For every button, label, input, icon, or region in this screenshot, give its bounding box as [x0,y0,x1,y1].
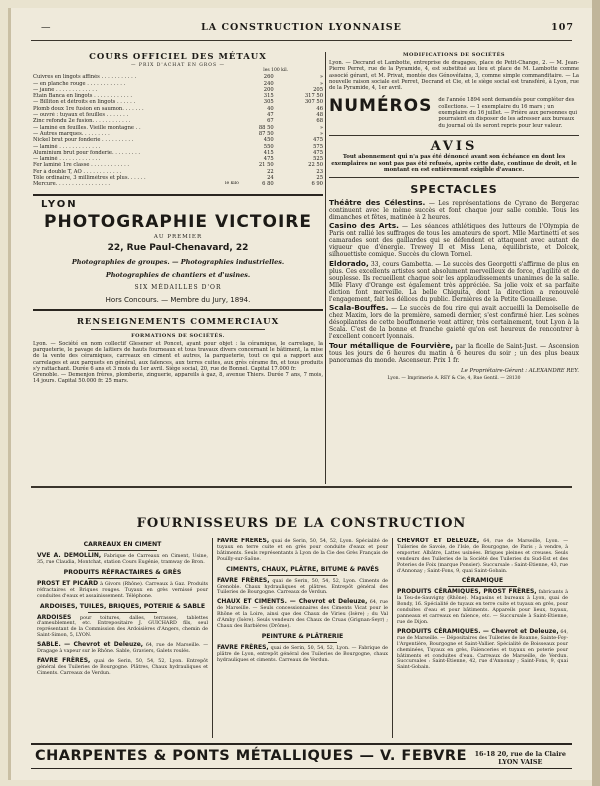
metals-cell-v2: » [319,124,323,131]
metals-cell-v2: 307 50 [304,99,323,106]
category-rule [268,642,336,643]
fournisseurs-title: FOURNISSEURS DE LA CONSTRUCTION [136,516,467,531]
metals-spacer [274,181,289,187]
metals-cell-v1: 200 [263,86,274,93]
fournisseurs-category: CARREAUX EN CIMENT [83,541,162,548]
metals-cell-v1: 87 50 [258,130,274,137]
fournisseur-description: à Givors (Rhône). Carreaux à Gaz. Produits réfractaires et Briques rouges. Tuyaux en grès vernissé pour conduites d'eaux et assainissement. Téléphone. [37,581,208,599]
fournisseurs-col-1 [33,538,213,738]
fournisseur-name: PROST ET PICARD [37,579,99,587]
fournisseur-entry [217,645,388,664]
metals-cell-v2: 48 [316,112,323,119]
formations-subtitle: FORMATIONS DE SOCIÉTÉS. [131,332,225,339]
fournisseurs-category: CIMENTS, CHAUX, PLÂTRE, BITUME & PAVÉS [226,565,379,573]
metals-cell-v1: 47 [267,112,274,119]
fournisseurs-category: PEINTURE & PLÂTRERIE [261,632,344,640]
imprimerie-line: Lyon. — Imprimerie A. REY & Cie, 4, Rue Gentil. — 28130 [387,375,521,381]
fournisseur-entry [397,538,568,574]
section-rule [31,486,572,488]
right-column [329,52,579,482]
metals-cell-v1: 260 [263,74,274,81]
spectacles-list [329,199,579,364]
ad-hors-concours: Hors Concours. — Membre du Jury, 1894. [105,295,251,304]
ad-services-2: Photographies de chantiers et d'usines. [105,270,251,279]
fournisseur-name: SABLE. — Chevrot et Deleuze, [37,641,144,649]
metals-cell-v2: » [319,74,323,81]
metals-cell-v2: 525 [313,156,323,163]
fournisseur-description: 64, rue de Marseille. — Dépositaires des Tuileries de Roanne, Sainte-Foy-l'Argentière, Bourgogne et Saint-Vallier. Spécialité de Boisseaux pour cheminées, Tuyaux en grès, Faïenceries et tuyaux en poterie pour bâtiments et conduites d'eau. Carreaux de Marseille, de Verdun. Succursales : Saint-Etienne, 42, rue d'Annonay ; Saint-Fons, 9, quai Saint-Gobain. [397,629,568,671]
avis-notice [329,135,579,178]
fournisseur-description: pour toitures, dalles, terrasses, tablettes d'ameublement, etc. Entrepositaire J. GUICHARD fils, seul représentant de la Commission des Ardoisières d'Angers, chemin de Saint-Simon, 5, LYON. [37,615,208,639]
fournisseur-entry [397,589,568,625]
febvre-ad [31,743,572,769]
fournisseur-name: FAVRE FRÈRES, [217,576,270,584]
spectacles-title: SPECTACLES [410,182,498,196]
fournisseur-entry [397,629,568,671]
avis-title: AVIS [430,138,478,154]
ad-business-name: PHOTOGRAPHIE VICTOIRE [44,211,312,232]
fournisseur-entry [37,581,208,600]
fournisseur-entry [37,553,208,566]
fournisseur-name: FAVRE FRÈRES, [217,643,269,651]
spectacle-text: — Le succès de fou rire qui avait accueilli la Demoiselle de chez Maxim, lors de la première, samedi dernier, s'est confirmé hier. Les scènes désopilantes de cette bouffonnerie vont attirer, très certainement, tout Lyon à la Scala. C'est de la bonne et franche gaieté qu'on est heureux de rencontrer à l'excellent concert lyonnais. [329,305,579,341]
spectacle-name: Tour métallique de Fourvière, [329,340,454,350]
spectacle-text: — Les séances athlétiques des lutteurs de l'Olympia de Paris ont rallié les suffrages de tous les amateurs de sport. Mlle Martinetti et ses camarades sont des gaillardes qui se défendent et attaquent avec autant de vigueur que d'énergie. Trewey II et Miss Lena, équilibriste, et Dolcek, silhouettiste comique. Succès du clown Tornel. [329,223,579,259]
fournisseur-description: 64, rue de Marseille. — Dragage à vapeur sur le Rhône. Sable, Graviers, Galets roulés. [37,643,208,655]
metals-subtitle: — PRIX D'ACHAT EN GROS — [131,63,225,68]
metals-cell-v1: 450 [263,137,274,144]
spectacle-name: Scala-Bouffes. [329,303,389,313]
spectacle-item [329,199,579,221]
metals-cell-v1: 550 [263,143,274,150]
metals-cell-unit: le kilo [225,181,239,187]
metals-cell-v2: 475 [313,137,323,144]
spectacle-text: par la ficelle de Saint-Just. — Ascension tous les jours de 6 heures du matin à 6 heures du soir ; un des plus beaux panoramas du monde. Ascenseur. Prix 1 fr. [329,342,579,364]
fournisseur-name: PRODUITS CÉRAMIQUES. — Chevrot et Deleuze, [397,627,559,635]
febvre-address-line-1: 16-18 20, rue de la Claire [474,750,566,758]
fournisseur-description: quai de Serin, 50, 54, 52, Lyon. Spécialité de tuyaux en terre cuite et en grès pour conduite d'eaux et pour bâtiments. Seuls représentants à Lyon de la Cie des Grès Français de Pouilly-sur-Saône. [217,539,389,562]
metals-cell-v2: 23 [316,168,323,175]
category-rule [88,550,156,551]
spectacle-name: Eldorado, [329,258,369,268]
fournisseur-entry [37,658,208,677]
fournisseur-description: 64, rue de Marseille. — Seuls concessionnaires des Ciments Vicat pour le Rhône et la Loire, ainsi que des Chaux de Virieu (Isère) ; du Val d'Amby (Isère). Seuls vendeurs des Chaux de Cruas (Grignan-Seyr) ; Chaux des Barbières (Drôme). [217,600,389,629]
column-divider [325,52,326,484]
proprietaire-gerant: Le Propriétaire-Gérant : ALEXANDRE REY. [461,367,579,374]
fournisseurs-category: PRODUITS RÉFRACTAIRES & GRÈS [63,568,182,576]
metals-cell-name: Cuivres en lingots affinés . . . . . . . . . . . [33,74,137,81]
spectacle-text: — Les représentations de Cyrano de Bergerac continuent avec le même succès et font chaque jour salle comble. Tous les dimanches et fêtes, matinée à 2 heures. [329,199,579,221]
metals-cell-name: Étain Banca en lingots . . . . . . . . . . . . [33,93,132,100]
fournisseur-name: CHAUX ET CIMENTS. — Chevrot et Deleuze, [217,598,368,606]
metals-table-body [33,74,323,187]
metals-cell-v1: 88 50 [258,124,274,131]
numeros-notice [329,97,579,128]
category-rule [268,575,336,576]
febvre-ad-title: CHARPENTES & PONTS MÉTALLIQUES — V. FEBVRE [35,748,467,764]
renseignements-rule [91,329,265,330]
metals-cell-v1: 305 [263,99,274,106]
fournisseur-entry [37,615,208,640]
fournisseur-entry [217,599,388,630]
metals-cell-name: — jaune . . . . . . . . . . . . . [33,86,98,93]
ad-address: 22, Rue Paul-Chenavard, 22 [107,242,249,253]
header-left-mark: — [41,22,52,33]
metals-cell-v1: 21 50 [258,162,274,169]
metals-cell-v2: 205 [313,86,323,93]
metals-cell-v1: 40 [267,105,274,112]
metals-cell-v1: 67 [267,118,274,125]
metals-cell-name: Tôle ordinaire, 3 millimètres et plus. . . . . . [33,175,146,182]
fournisseur-description: Fabrique de Carreaux en Ciment, Usine, 35, rue Claudia, Montchat, station Cours Eugénie, tramway de Bron. [37,554,208,565]
metals-cell-name: — laminé . . . . . . . . . . . . . [33,156,101,163]
febvre-address-line-2: LYON VAISE [498,758,543,766]
fournisseurs-columns [33,538,572,738]
modifications-text: Lyon. — Decrand et Lambotte, entreprise de dragages, place de Petit-Change, 2. — M. Jean-Pierre Perret, rue de la Pyramide, 4, est substitué au lieu et place de M. Lambotte comme associé gérant, et M. Privat, montée des Génovéfains, 3, comme simple commanditaire. — La nouvelle raison sociale est Perret, Decrand et Cie, et le siège social est transféré, à Lyon, rue de la Pyramide, 4, 1er avril. [329,60,579,92]
metals-cell-name: Fer laminé 1re classe . . . . . . . . . . . . [33,162,130,169]
renseignements-title: RENSEIGNEMENTS COMMERCIAUX [76,316,280,327]
fournisseur-name: CHEVROT ET DELEUZE, [397,538,480,544]
newspaper-page [8,8,592,780]
fournisseur-entry [217,538,388,563]
spectacle-item [329,260,579,304]
ad-floor: AU PREMIER [153,233,203,240]
fournisseurs-category: CÉRAMIQUE [461,577,504,585]
metals-cell-v1: 24 [267,175,274,182]
fournisseur-name: FAVRE FRÈRES, [37,656,91,664]
metals-cell-name: Plomb doux 1re fusion en saumon. . . . . . . [33,105,144,112]
metals-cell-v2: 68 [316,118,323,125]
ad-city: LYON [41,198,78,210]
metals-table [33,68,323,188]
fournisseurs-col-2 [213,538,393,738]
metals-cell-name: Aluminium brut pour fonderie. . . . . . . . . [33,149,141,156]
metals-cell-name: — Autres marques. . . . . . . . . [33,130,110,137]
photographie-victoire-ad [33,194,323,311]
metals-cell-name: Mercure. . . . . . . . . . . . . . . . . [33,181,111,188]
metals-cell-v1: 415 [263,149,274,156]
metals-cell-name: — ouvré : tuyaux et feuilles . . . . . . . [33,112,129,119]
febvre-ad-address [475,750,566,766]
fournisseur-entry [37,642,208,655]
spectacle-item [329,342,579,364]
spectacle-item [329,304,579,340]
metals-cell-name: Fer à double T, AO . . . . . . . . . . . . [33,168,122,175]
metals-col-header: les 100 kil. [263,68,289,73]
left-column [33,52,323,482]
fournisseur-description: fabricants à la Teu-de-Sauvigny (Rhône). Magasins et bureaux à Lyon, quai de Bondy, 16. Spécialité de tuyaux en terre cuite et tuyaux en grès, pour conduites d'eau et pour bâtiments. Appareils pour lieux, tuyaux, panneaux et carreaux en faïence, etc. — Succursale à Saint-Etienne, rue de Dijon. [397,590,568,625]
fournisseur-description: quai de Serin, 50, 54, 52, Lyon. — Fabrique de plâtre de Lyon, entrepôt général des Tuileries de Bourgogne, chaux hydrauliques et ciments. Carreaux de Verdun. [217,645,388,663]
fournisseur-description: 64, rue de Marseille, Lyon. — Tuileries de Savoie, de l'Isle, de Bourgogne, de Paris ; à vendre, à emporter. Albâtre, Lattes usinées. Briques pleines et creuses. Seuls vendeurs des Tuileries de la Société des Tuileries du Sud-Est et des Poteries de Foix (marque Ponsier). Succursale : Saint-Etienne, 43, rue d'Annonay ; Saint-Fons, 9, quai Saint-Gobain. [397,539,568,574]
metals-cell-name: — laminé . . . . . . . . . . . . . [33,143,101,150]
ad-medals: SIX MÉDAILLES D'OR [134,283,222,291]
ad-services-1: Photographies de groupes. — Photographies industrielles. [71,257,285,266]
metals-cell-v2: 317 50 [304,93,323,100]
numeros-heading: NUMÉROS [329,96,433,117]
page-number: 107 [551,22,574,33]
metals-cell-name: — Billiton et détroits en lingots . . . . . . [33,99,136,106]
fournisseurs-col-3 [393,538,572,738]
metals-cell-v2: » [319,80,323,87]
metals-cell-name: Nickel brut pour fonderie . . . . . . . . . . [33,137,134,144]
metals-cell-v2: 46 [316,105,323,112]
metals-cell-v1: 22 [267,168,274,175]
category-rule [88,612,156,613]
metals-cell-v1: 6 80 [262,181,274,188]
metals-cell-name: Zinc refondu 2e fusion. . . . . . . . . . . . [33,118,131,125]
metals-cell-v2: 475 [313,149,323,156]
metals-cell-name: — laminé en feuilles. Vieille montagne . . [33,124,141,131]
fournisseur-name: FAVRE FRÈRES, [217,538,270,544]
metals-cell-name: — en planche rouge . . . . . . . . . . . . [33,80,126,87]
metals-cell-v2: 22 50 [308,162,323,169]
metals-cell-v1: 475 [263,156,274,163]
spectacle-text: 33, cours Gambetta. — Le succès des Georgetti s'affirme de plus en plus. Ces excellents artistes sont absolument merveilleux de force, d'agilité et de souplesse. Ils recueillent chaque soir les applaudissements unanimes de la salle. Mlle Flavy d'Orange est également très appréciée. Sa jolie voix et sa parfaite diction font merveille. La belle Chiquita, dont la direction a renouvelé l'engagement, fait les délices du public. Dernières de la Petite Gouailleuse. [329,260,579,303]
metals-cell-v2: 575 [313,143,323,150]
fournisseur-name: PRODUITS CÉRAMIQUES, PROST FRÈRES, [397,588,537,596]
journal-title: LA CONSTRUCTION LYONNAISE [201,22,402,33]
metals-cell-v1: 315 [263,93,274,100]
metals-cell-v2: 6 90 [311,181,323,188]
numeros-text: de l'année 1894 sont demandés pour compléter des collections. — 1 exemplaire du 16 mars ; un exemplaire du 16 juillet. — Prière aux personnes qui pourraient en disposer de les adresser aux bureaux du journal où ils seront repris pour leur valeur. [438,97,577,129]
fournisseur-entry [217,578,388,597]
metals-cell-v1: 240 [263,80,274,87]
fournisseur-description: quai de Serin, 50, 54, 52, Lyon. Ciments de Grenoble. Chaux hydrauliques et plâtres. Entrepôt général des Tuileries de Bourgogne. Carreaux de Verdun. [217,578,389,596]
fournisseur-name: ARDOISES [37,613,72,621]
modifications-title: MODIFICATIONS DE SOCIÉTÉS [402,52,505,58]
fournisseur-description: quai de Serin, 50, 54, 52, Lyon. Entrepôt général des Tuileries de Bourgogne. Plâtres, Chaux hydrauliques et Ciments. Carreaux de Verdun. [37,658,209,676]
spectacle-item [329,222,579,258]
page-edge [592,0,600,786]
fournisseurs-category: ARDOISES, TUILES, BRIQUES, POTERIE & SABLE [39,602,206,610]
metals-row [33,181,323,187]
metals-cell-v2: 25 [316,175,323,182]
metals-cell-v2: » [319,130,323,137]
avis-text: Tout abonnement qui n'a pas été dénoncé avant son échéance en dont les exemplaires ne sont pas pas été refusés, après cette date, continue de droit, et le montant en est entièrement exigible d'avance. [331,153,577,174]
spectacle-name: Casino des Arts. [329,221,399,231]
category-rule [88,578,156,579]
fournisseur-name: VVE A. DEMOLLIN, [37,552,102,559]
formation-lyon: Lyon. — Société en nom collectif Glesener et Poncet, ayant pour objet : la céramique, le carrelage, la parqueterie, le pavage de laitiers de hauts fourneaux et tous travaux divers concernant le bâtiment, la mise de la vente des céramiques, carreaux en ciment et autres, la parqueterie, tout ce qui a rapport aux carrelages et aux parquets en général, aux faïences, aux terres cuites, aux grès cérame fin, et tous produits s'y rattachant. Durée 6 ans et 3 mois du 1er avril. Siège social, 20, rue de Bonnel. Capital 17.000 fr. [33,340,323,372]
spectacle-name: Théâtre des Célestins. [329,197,426,207]
formation-grenoble: Grenoble. — Demenjon frères, plomberie, zinguerie, appareils à gaz, 8, avenue Thiers. Durée 7 ans, 7 mois, 14 jours. Capital 50.000 fr. 25 mars. [33,372,323,385]
metals-title: COURS OFFICIEL DES MÉTAUX [89,52,267,62]
header-rule [31,40,572,41]
